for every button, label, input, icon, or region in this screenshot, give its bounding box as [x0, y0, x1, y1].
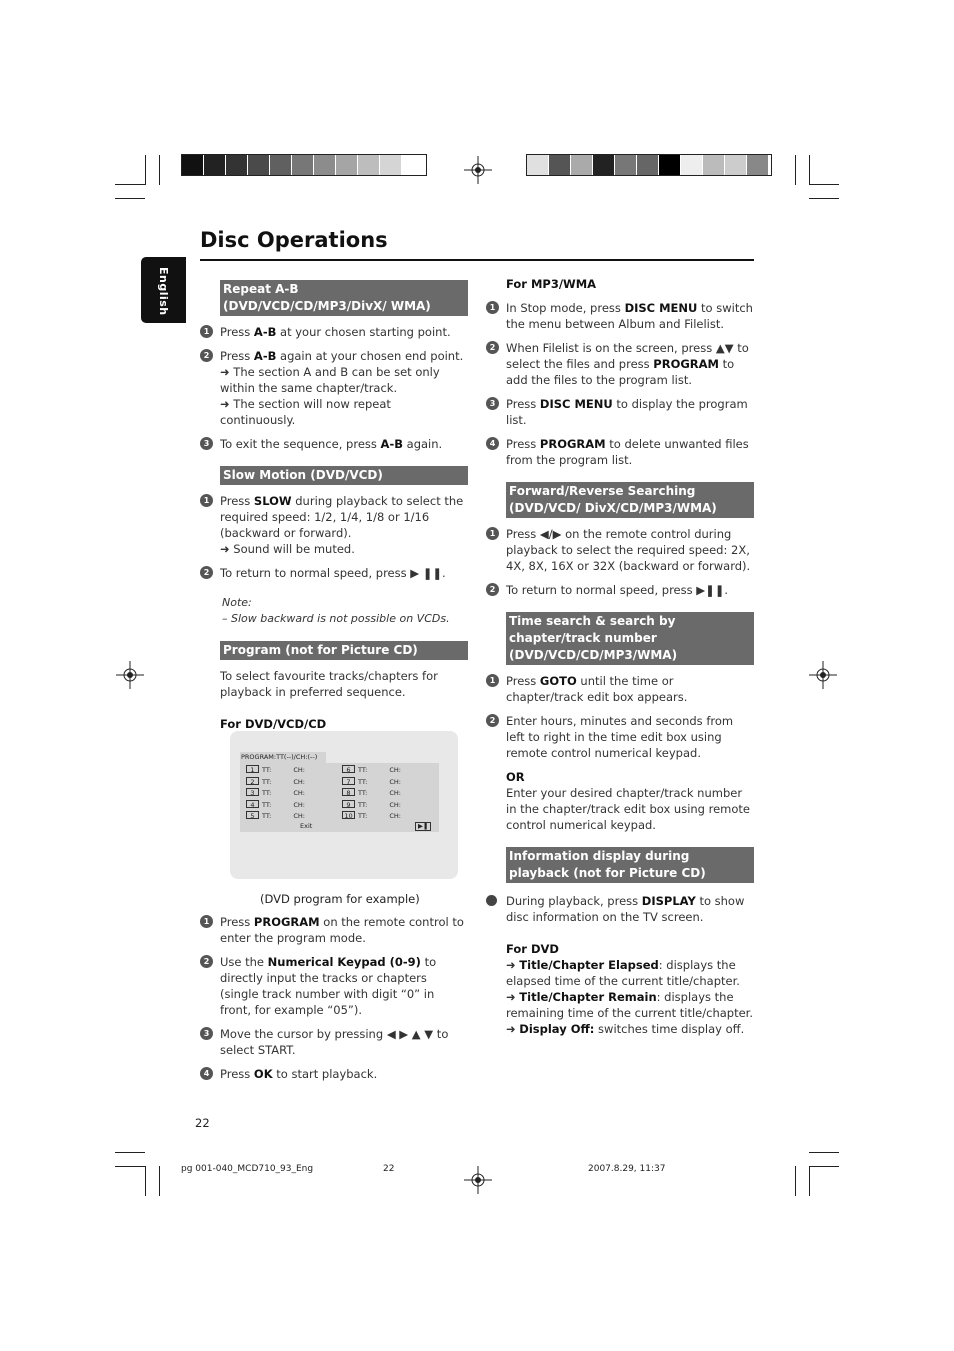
- crop-mark: [115, 184, 145, 185]
- forward-steps: [486, 526, 754, 598]
- color-bar-left: [181, 154, 427, 176]
- step-number-icon: 1: [486, 527, 499, 540]
- dvd-display-mode: ➜ Display Off: switches time display off.: [506, 1022, 745, 1036]
- crop-mark: [115, 1152, 145, 1153]
- osd-title: PROGRAM:TT(--)/CH:(--): [240, 752, 326, 763]
- footer-file: pg 001-040_MCD710_93_Eng: [181, 1164, 314, 1174]
- section-header-time: Time search & search by chapter/track number (DVD/VCD/CD/MP3/WMA): [506, 612, 754, 665]
- osd-caption: (DVD program for example): [260, 892, 420, 906]
- program-subheading-dvd: For DVD/VCD/CD: [220, 717, 327, 731]
- note-label: Note:: [222, 596, 252, 609]
- program-step: 3 Move the cursor by pressing ◀ ▶ ▲ ▼ to select START.: [200, 1026, 468, 1058]
- crop-mark: [159, 1166, 160, 1196]
- osd-program-slot: 6 TT: CH:: [342, 765, 401, 775]
- time-steps: [486, 673, 754, 761]
- right-column: [486, 276, 754, 1037]
- step-number-icon: 2: [200, 955, 213, 968]
- slow-step: 1 Press SLOW during playback to select the required speed: 1/2, 1/4, 1/8 or 1/16 (backward or forward). ➜ Sound will be muted.: [200, 493, 468, 557]
- crop-mark: [115, 198, 145, 199]
- mp3-steps: [486, 300, 754, 468]
- program-steps-wrap: [200, 906, 468, 1082]
- result-line: ➜ The section A and B can be set only within the same chapter/track.: [220, 365, 440, 395]
- step-number-icon: 2: [200, 349, 213, 362]
- program-step: 2 Use the Numerical Keypad (0-9) to directly input the tracks or chapters (single track number with digit “0” in front, for example “05”).: [200, 954, 468, 1018]
- registration-mark-icon: [809, 661, 837, 689]
- crop-mark: [809, 1166, 810, 1196]
- dvd-display-mode: ➜ Title/Chapter Remain: displays the remaining time of the current title/chapter.: [506, 990, 753, 1020]
- page-title: Disc Operations: [200, 228, 388, 252]
- step-number-icon: 4: [486, 437, 499, 450]
- osd-program-slot: 1 TT: CH:: [246, 765, 305, 775]
- step-number-icon: 3: [200, 437, 213, 450]
- language-tab-label: English: [157, 267, 170, 316]
- osd-program-slot: 7 TT: CH:: [342, 777, 401, 787]
- step-number-icon: 2: [486, 341, 499, 354]
- dvd-display-modes: [506, 957, 754, 1037]
- bullet-icon: [486, 895, 497, 906]
- osd-program-slot: 2 TT: CH:: [246, 777, 305, 787]
- language-tab: [141, 257, 186, 323]
- osd-program-slot: 8 TT: CH:: [342, 788, 401, 798]
- repeat-step: 2 Press A-B again at your chosen end point. ➜ The section A and B can be set only within the same chapter/track. ➜ The section will now repeat continuously.: [200, 348, 468, 428]
- arrow-icon: ➜: [506, 958, 520, 972]
- section-header-repeat: Repeat A-B (DVD/VCD/CD/MP3/DivX/ WMA): [220, 280, 468, 316]
- repeat-step: 3 To exit the sequence, press A-B again.: [200, 436, 468, 452]
- dvd-subheading: For DVD: [506, 942, 559, 956]
- registration-mark-icon: [464, 156, 492, 184]
- crop-mark: [145, 1166, 146, 1196]
- program-step: 4 Press OK to start playback.: [200, 1066, 468, 1082]
- crop-mark: [159, 155, 160, 185]
- step-number-icon: 3: [486, 397, 499, 410]
- osd-program-slot: 9 TT: CH:: [342, 800, 401, 810]
- note-text: – Slow backward is not possible on VCDs.: [222, 612, 450, 625]
- footer-date: 2007.8.29, 11:37: [588, 1164, 666, 1174]
- crop-mark: [115, 1166, 145, 1167]
- time-step: 1 Press GOTO until the time or chapter/track edit box appears.: [486, 673, 754, 705]
- crop-mark: [795, 1166, 796, 1196]
- arrow-icon: ➜: [506, 1022, 520, 1036]
- result-line: ➜ The section will now repeat continuously.: [220, 397, 391, 427]
- mp3-step: 1 In Stop mode, press DISC MENU to switch the menu between Album and Filelist.: [486, 300, 754, 332]
- crop-mark: [809, 198, 839, 199]
- crop-mark: [809, 1166, 839, 1167]
- step-number-icon: 4: [200, 1067, 213, 1080]
- crop-mark: [145, 155, 146, 185]
- crop-mark: [809, 155, 810, 185]
- section-header-info: Information display during playback (not for Picture CD): [506, 847, 754, 883]
- step-number-icon: 1: [200, 915, 213, 928]
- repeat-step: 1 Press A-B at your chosen starting point.: [200, 324, 468, 340]
- step-number-icon: 1: [200, 325, 213, 338]
- osd-program-slot: 5 TT: CH:: [246, 811, 305, 821]
- footer-page: 22: [383, 1164, 395, 1174]
- program-step: 1 Press PROGRAM on the remote control to enter the program mode.: [200, 914, 468, 946]
- osd-program-slot: 3 TT: CH:: [246, 788, 305, 798]
- osd-program-slot: 10 TT: CH:: [342, 811, 401, 821]
- osd-program-slot: 4 TT: CH:: [246, 800, 305, 810]
- step-number-icon: 1: [200, 494, 213, 507]
- mp3-step: 2 When Filelist is on the screen, press ▲▼ to select the files and press PROGRAM to add the files to the program list.: [486, 340, 754, 388]
- registration-mark-icon: [116, 661, 144, 689]
- osd-exit: Exit: [300, 822, 313, 830]
- repeat-steps: [200, 324, 468, 452]
- step-number-icon: 2: [486, 714, 499, 727]
- result-line: ➜ Sound will be muted.: [220, 542, 355, 556]
- step-number-icon: 1: [486, 301, 499, 314]
- title-rule: [200, 259, 754, 261]
- osd-next-icon: ▶❚: [415, 822, 431, 831]
- or-label: OR: [506, 770, 525, 784]
- arrow-icon: ➜: [506, 990, 520, 1004]
- section-header-slow: Slow Motion (DVD/VCD): [220, 466, 468, 485]
- mp3-step: 4 Press PROGRAM to delete unwanted files from the program list.: [486, 436, 754, 468]
- mp3-subheading: For MP3/WMA: [506, 277, 597, 291]
- crop-mark: [809, 1152, 839, 1153]
- registration-mark-icon: [464, 1166, 492, 1194]
- slow-step: 2 To return to normal speed, press ▶ ❚❚.: [200, 565, 468, 581]
- left-column: [200, 280, 468, 732]
- section-header-forward: Forward/Reverse Searching (DVD/VCD/ DivX/CD/MP3/WMA): [506, 482, 754, 518]
- page-number: 22: [195, 1116, 210, 1130]
- or-text: Enter your desired chapter/track number in the chapter/track edit box using remote control numerical keypad.: [506, 786, 751, 832]
- program-steps: [200, 914, 468, 1082]
- time-step: 2 Enter hours, minutes and seconds from left to right in the time edit box using remote control numerical keypad.: [486, 713, 754, 761]
- step-number-icon: 2: [486, 583, 499, 596]
- section-header-program: Program (not for Picture CD): [220, 641, 468, 660]
- dvd-display-mode: ➜ Title/Chapter Elapsed: displays the elapsed time of the current title/chapter.: [506, 958, 740, 988]
- crop-mark: [795, 155, 796, 185]
- step-number-icon: 3: [200, 1027, 213, 1040]
- slow-steps: [200, 493, 468, 581]
- step-number-icon: 2: [200, 566, 213, 579]
- color-bar-right: [526, 154, 772, 176]
- step-number-icon: 1: [486, 674, 499, 687]
- crop-mark: [809, 184, 839, 185]
- forward-step: 1 Press ◀/▶ on the remote control during playback to select the required speed: 2X, 4X, 8X, 16X or 32X (backward or forward).: [486, 526, 754, 574]
- mp3-step: 3 Press DISC MENU to display the program list.: [486, 396, 754, 428]
- forward-step: 2 To return to normal speed, press ▶❚❚.: [486, 582, 754, 598]
- program-intro: To select favourite tracks/chapters for playback in preferred sequence.: [220, 669, 438, 699]
- info-step: During playback, press DISPLAY to show disc information on the TV screen.: [486, 893, 754, 925]
